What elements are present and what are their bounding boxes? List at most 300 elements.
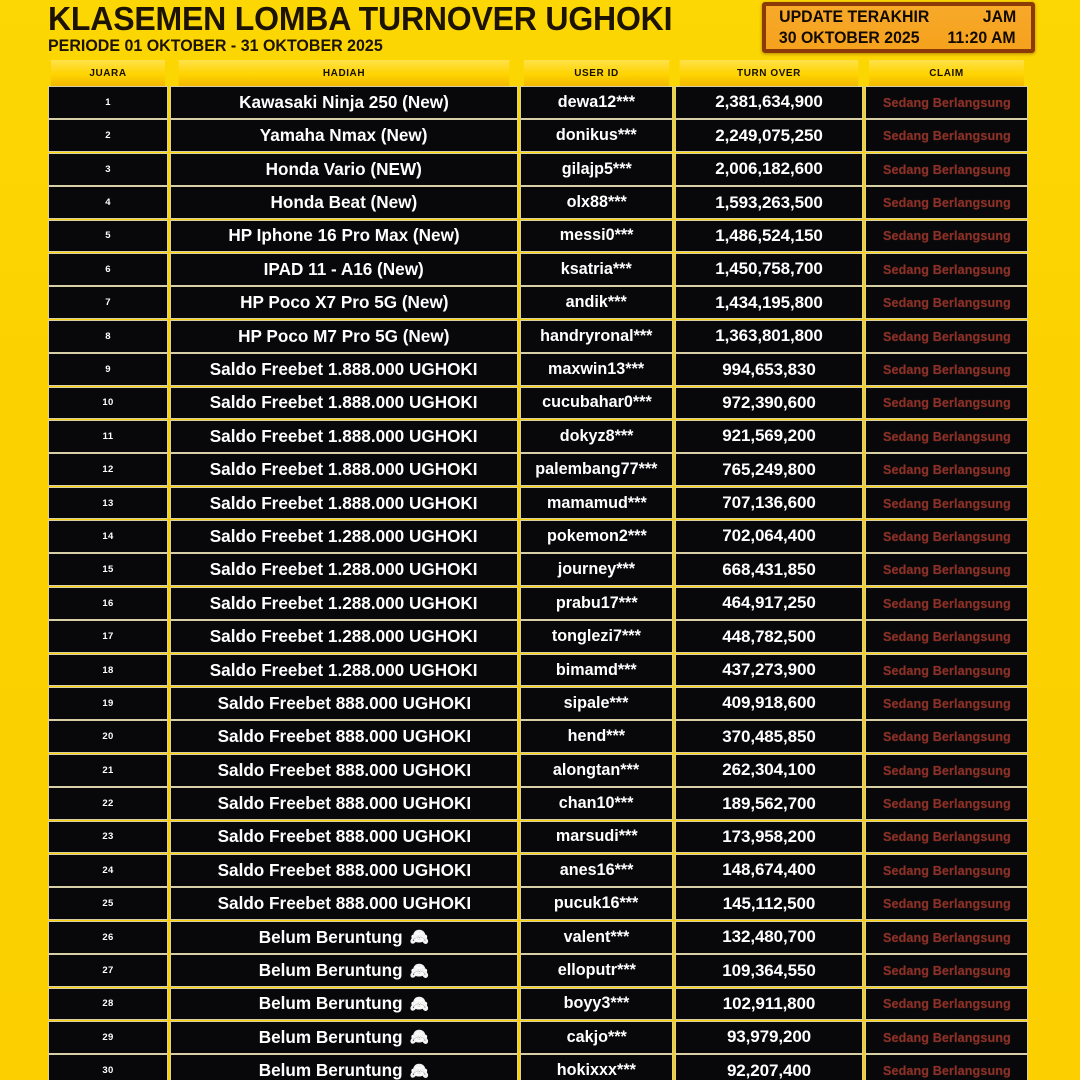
cell-rank xyxy=(48,86,168,119)
table-row xyxy=(48,921,1028,954)
table-row xyxy=(48,954,1028,987)
claim-status-badge[interactable]: Sedang Berlangsung xyxy=(882,528,1011,544)
cell-prize xyxy=(170,1054,518,1080)
cell-user xyxy=(520,520,673,553)
prize-value-wrap xyxy=(240,292,448,313)
prize-value-wrap xyxy=(260,125,428,146)
cell-claim xyxy=(865,320,1028,353)
cell-rank xyxy=(48,453,168,486)
cell-user xyxy=(520,186,673,219)
cell-claim xyxy=(865,453,1028,486)
prize-value-wrap xyxy=(217,793,471,814)
table-row xyxy=(48,253,1028,286)
rank-value: 29 xyxy=(102,1031,114,1043)
table-row xyxy=(48,186,1028,219)
claim-status-badge[interactable]: Sedang Berlangsung xyxy=(882,595,1011,611)
rank-value: 28 xyxy=(102,998,114,1010)
claim-status-badge[interactable]: Sedang Berlangsung xyxy=(882,1029,1011,1045)
user-id-value: mamamud*** xyxy=(546,493,647,512)
user-id-value: donikus*** xyxy=(556,126,637,145)
cell-user xyxy=(520,754,673,787)
user-id-value: maxwin13*** xyxy=(548,360,645,379)
claim-status-badge[interactable]: Sedang Berlangsung xyxy=(882,428,1011,444)
turnover-value: 972,390,600 xyxy=(722,392,816,412)
table-row xyxy=(48,787,1028,820)
turnover-value: 2,006,182,600 xyxy=(715,159,823,179)
turnover-value: 102,911,800 xyxy=(722,993,816,1013)
cell-claim xyxy=(865,988,1028,1021)
claim-status-badge[interactable]: Sedang Berlangsung xyxy=(882,896,1011,912)
prize-label: Saldo Freebet 1.888.000 UGHOKI xyxy=(210,425,478,446)
leaderboard-table xyxy=(48,60,1028,1080)
cell-rank xyxy=(48,487,168,520)
table-row xyxy=(48,988,1028,1021)
prize-value-wrap xyxy=(217,760,471,781)
cell-rank xyxy=(48,220,168,253)
prize-value-wrap xyxy=(264,259,424,280)
cell-user xyxy=(520,253,673,286)
rank-value: 16 xyxy=(102,597,114,609)
cell-user xyxy=(520,654,673,687)
claim-status-badge[interactable]: Sedang Berlangsung xyxy=(882,996,1011,1012)
cell-rank xyxy=(48,1021,168,1054)
cell-rank xyxy=(48,954,168,987)
cell-rank xyxy=(48,854,168,887)
cell-prize xyxy=(170,286,518,319)
turnover-value: 109,364,550 xyxy=(722,960,816,980)
prize-label: Saldo Freebet 888.000 UGHOKI xyxy=(217,859,471,880)
cell-user xyxy=(520,387,673,420)
claim-status-badge[interactable]: Sedang Berlangsung xyxy=(882,462,1011,478)
rank-value: 4 xyxy=(105,197,111,209)
claim-status-badge[interactable]: Sedang Berlangsung xyxy=(882,161,1011,177)
cell-turn xyxy=(675,320,863,353)
cell-claim xyxy=(865,119,1028,152)
cell-user xyxy=(520,320,673,353)
cell-claim xyxy=(865,153,1028,186)
prize-label: Saldo Freebet 1.288.000 UGHOKI xyxy=(210,592,478,613)
turnover-value: 145,112,500 xyxy=(722,893,816,913)
turnover-value: 132,480,700 xyxy=(722,927,816,947)
see-no-evil-monkey-icon: 🙈 xyxy=(409,1062,430,1080)
prize-label: Saldo Freebet 1.888.000 UGHOKI xyxy=(210,459,478,480)
prize-label: Saldo Freebet 1.888.000 UGHOKI xyxy=(210,392,478,413)
user-id-value: valent*** xyxy=(563,927,630,946)
claim-status-badge[interactable]: Sedang Berlangsung xyxy=(882,228,1011,244)
rank-value: 24 xyxy=(102,864,114,876)
user-id-value: dokyz8*** xyxy=(559,426,634,445)
cell-turn xyxy=(675,487,863,520)
cell-claim xyxy=(865,420,1028,453)
user-id-value: andik*** xyxy=(565,293,628,312)
see-no-evil-monkey-icon: 🙈 xyxy=(409,962,430,980)
claim-status-badge[interactable]: Sedang Berlangsung xyxy=(882,796,1011,812)
prize-label: Saldo Freebet 1.288.000 UGHOKI xyxy=(210,559,478,580)
rank-value: 10 xyxy=(102,397,114,409)
claim-status-badge[interactable]: Sedang Berlangsung xyxy=(882,963,1011,979)
cell-rank xyxy=(48,153,168,186)
prize-value-wrap xyxy=(210,426,478,447)
prize-value-wrap xyxy=(228,225,459,246)
cell-turn xyxy=(675,520,863,553)
table-body xyxy=(48,86,1028,1080)
cell-rank xyxy=(48,887,168,920)
cell-turn xyxy=(675,453,863,486)
cell-claim xyxy=(865,487,1028,520)
claim-status-badge[interactable]: Sedang Berlangsung xyxy=(882,662,1011,678)
rank-value: 25 xyxy=(102,898,114,910)
table-header-row xyxy=(48,60,1028,86)
see-no-evil-monkey-icon: 🙈 xyxy=(409,995,430,1013)
cell-user xyxy=(520,821,673,854)
cell-claim xyxy=(865,954,1028,987)
cell-user xyxy=(520,887,673,920)
rank-value: 5 xyxy=(105,230,111,242)
cell-turn xyxy=(675,220,863,253)
rank-value: 19 xyxy=(102,697,114,709)
claim-status-badge[interactable]: Sedang Berlangsung xyxy=(882,829,1011,845)
rank-value: 2 xyxy=(105,130,111,142)
claim-status-badge[interactable]: Sedang Berlangsung xyxy=(882,695,1011,711)
table-row xyxy=(48,453,1028,486)
table-row xyxy=(48,887,1028,920)
prize-value-wrap xyxy=(210,559,478,580)
prize-value-wrap xyxy=(238,326,449,347)
cell-rank xyxy=(48,687,168,720)
user-id-value: handryronal*** xyxy=(540,326,653,345)
turnover-value: 448,782,500 xyxy=(722,626,816,646)
prize-value-wrap xyxy=(217,726,471,747)
table-row xyxy=(48,220,1028,253)
cell-prize xyxy=(170,821,518,854)
claim-status-badge[interactable]: Sedang Berlangsung xyxy=(882,1063,1011,1079)
cell-user xyxy=(520,220,673,253)
cell-prize xyxy=(170,353,518,386)
cell-user xyxy=(520,1021,673,1054)
cell-rank xyxy=(48,387,168,420)
table-row xyxy=(48,720,1028,753)
user-id-value: marsudi*** xyxy=(555,827,638,846)
rank-value: 18 xyxy=(102,664,114,676)
turnover-value: 994,653,830 xyxy=(722,359,816,379)
cell-prize xyxy=(170,787,518,820)
cell-prize xyxy=(170,520,518,553)
cell-claim xyxy=(865,587,1028,620)
prize-label: Saldo Freebet 888.000 UGHOKI xyxy=(217,826,471,847)
claim-status-badge[interactable]: Sedang Berlangsung xyxy=(882,295,1011,311)
cell-prize xyxy=(170,654,518,687)
claim-status-badge[interactable]: Sedang Berlangsung xyxy=(882,729,1011,745)
cell-prize xyxy=(170,487,518,520)
rank-value: 21 xyxy=(102,764,114,776)
table-row xyxy=(48,286,1028,319)
rank-value: 3 xyxy=(105,163,111,175)
cell-prize xyxy=(170,220,518,253)
rank-value: 20 xyxy=(102,731,114,743)
cell-turn xyxy=(675,921,863,954)
prize-value-wrap xyxy=(210,626,478,647)
cell-turn xyxy=(675,119,863,152)
claim-status-badge[interactable]: Sedang Berlangsung xyxy=(882,929,1011,945)
cell-rank xyxy=(48,787,168,820)
cell-turn xyxy=(675,720,863,753)
prize-label: HP Poco M7 Pro 5G (New) xyxy=(238,325,450,346)
prize-value-wrap xyxy=(210,660,478,681)
cell-claim xyxy=(865,286,1028,319)
user-id-value: pucuk16*** xyxy=(554,894,639,913)
prize-label: Belum Beruntung xyxy=(258,926,403,947)
cell-user xyxy=(520,153,673,186)
cell-user xyxy=(520,787,673,820)
cell-prize xyxy=(170,453,518,486)
cell-claim xyxy=(865,1021,1028,1054)
turnover-value: 1,486,524,150 xyxy=(715,225,823,245)
cell-rank xyxy=(48,420,168,453)
rank-value: 9 xyxy=(105,364,111,376)
badge-date-value: 30 OKTOBER 2025 xyxy=(778,28,920,47)
badge-label-row xyxy=(776,7,1021,28)
cell-rank xyxy=(48,186,168,219)
cell-rank xyxy=(48,520,168,553)
cell-rank xyxy=(48,821,168,854)
last-update-badge xyxy=(762,2,1035,53)
prize-label: Kawasaki Ninja 250 (New) xyxy=(239,91,449,112)
cell-prize xyxy=(170,253,518,286)
badge-time-label: JAM xyxy=(982,7,1017,26)
cell-user xyxy=(520,353,673,386)
user-id-value: gilajp5*** xyxy=(561,159,632,178)
cell-claim xyxy=(865,787,1028,820)
cell-claim xyxy=(865,220,1028,253)
user-id-value: journey*** xyxy=(557,560,636,579)
prize-label: Belum Beruntung xyxy=(258,1026,403,1047)
cell-claim xyxy=(865,754,1028,787)
cell-claim xyxy=(865,353,1028,386)
cell-rank xyxy=(48,119,168,152)
cell-user xyxy=(520,487,673,520)
user-id-value: dewa12*** xyxy=(557,92,636,111)
cell-user xyxy=(520,687,673,720)
cell-rank xyxy=(48,553,168,586)
turnover-value: 765,249,800 xyxy=(722,459,816,479)
prize-label: Saldo Freebet 1.288.000 UGHOKI xyxy=(210,659,478,680)
prize-label: Honda Vario (NEW) xyxy=(265,158,423,179)
cell-user xyxy=(520,453,673,486)
cell-rank xyxy=(48,654,168,687)
rank-value: 11 xyxy=(102,430,114,442)
cell-prize xyxy=(170,153,518,186)
column-header-turn: TURN OVER xyxy=(680,60,859,86)
cell-turn xyxy=(675,420,863,453)
claim-status-badge[interactable]: Sedang Berlangsung xyxy=(882,328,1011,344)
claim-status-badge[interactable]: Sedang Berlangsung xyxy=(882,562,1011,578)
cell-turn xyxy=(675,186,863,219)
cell-claim xyxy=(865,387,1028,420)
user-id-value: ksatria*** xyxy=(560,259,633,278)
user-id-value: pokemon2*** xyxy=(546,526,647,545)
prize-value-wrap xyxy=(259,927,429,948)
cell-rank xyxy=(48,720,168,753)
cell-turn xyxy=(675,687,863,720)
table-row xyxy=(48,654,1028,687)
see-no-evil-monkey-icon: 🙈 xyxy=(409,929,430,947)
claim-status-badge[interactable]: Sedang Berlangsung xyxy=(882,495,1011,511)
cell-prize xyxy=(170,620,518,653)
prize-value-wrap xyxy=(217,826,471,847)
user-id-value: hend*** xyxy=(567,727,626,746)
cell-turn xyxy=(675,286,863,319)
turnover-value: 1,363,801,800 xyxy=(715,326,823,346)
prize-value-wrap xyxy=(217,893,471,914)
cell-claim xyxy=(865,821,1028,854)
turnover-value: 668,431,850 xyxy=(722,559,816,579)
cell-turn xyxy=(675,86,863,119)
cell-turn xyxy=(675,387,863,420)
turnover-value: 921,569,200 xyxy=(722,426,816,446)
prize-label: Saldo Freebet 1.888.000 UGHOKI xyxy=(210,492,478,513)
table-row xyxy=(48,821,1028,854)
page-subtitle: PERIODE 01 OKTOBER - 31 OKTOBER 2025 xyxy=(48,37,383,55)
cell-prize xyxy=(170,754,518,787)
cell-turn xyxy=(675,654,863,687)
prize-label: Saldo Freebet 888.000 UGHOKI xyxy=(217,759,471,780)
turnover-value: 707,136,600 xyxy=(722,493,816,513)
table-row xyxy=(48,754,1028,787)
prize-label: HP Iphone 16 Pro Max (New) xyxy=(228,225,460,246)
cell-turn xyxy=(675,153,863,186)
cell-user xyxy=(520,1054,673,1080)
claim-status-badge[interactable]: Sedang Berlangsung xyxy=(882,362,1011,378)
prize-value-wrap xyxy=(266,159,422,180)
rank-value: 23 xyxy=(102,831,114,843)
prize-value-wrap xyxy=(210,493,478,514)
cell-rank xyxy=(48,286,168,319)
user-id-value: cucubahar0*** xyxy=(541,393,652,412)
cell-user xyxy=(520,119,673,152)
cell-user xyxy=(520,587,673,620)
cell-claim xyxy=(865,854,1028,887)
cell-user xyxy=(520,620,673,653)
claim-status-badge[interactable]: Sedang Berlangsung xyxy=(882,862,1011,878)
table-row xyxy=(48,320,1028,353)
user-id-value: palembang77*** xyxy=(535,460,658,479)
cell-prize xyxy=(170,720,518,753)
claim-status-badge[interactable]: Sedang Berlangsung xyxy=(882,128,1011,144)
user-id-value: tonglezi7*** xyxy=(552,627,641,646)
cell-user xyxy=(520,553,673,586)
table-row xyxy=(48,420,1028,453)
table-row xyxy=(48,553,1028,586)
cell-rank xyxy=(48,587,168,620)
cell-user xyxy=(520,86,673,119)
claim-status-badge[interactable]: Sedang Berlangsung xyxy=(882,629,1011,645)
rank-value: 8 xyxy=(105,330,111,342)
claim-status-badge[interactable]: Sedang Berlangsung xyxy=(882,94,1011,110)
turnover-value: 262,304,100 xyxy=(722,760,816,780)
user-id-value: cakjo*** xyxy=(566,1027,627,1046)
cell-turn xyxy=(675,787,863,820)
prize-value-wrap xyxy=(239,92,449,113)
cell-prize xyxy=(170,553,518,586)
cell-prize xyxy=(170,687,518,720)
cell-user xyxy=(520,954,673,987)
turnover-value: 370,485,850 xyxy=(722,726,816,746)
prize-label: Saldo Freebet 1.888.000 UGHOKI xyxy=(210,359,478,380)
prize-label: Saldo Freebet 888.000 UGHOKI xyxy=(217,893,471,914)
cell-turn xyxy=(675,821,863,854)
cell-turn xyxy=(675,353,863,386)
cell-claim xyxy=(865,520,1028,553)
table-row xyxy=(48,153,1028,186)
prize-value-wrap xyxy=(259,1027,429,1048)
cell-rank xyxy=(48,353,168,386)
prize-label: Saldo Freebet 888.000 UGHOKI xyxy=(217,692,471,713)
cell-claim xyxy=(865,921,1028,954)
prize-label: HP Poco X7 Pro 5G (New) xyxy=(239,292,449,313)
claim-status-badge[interactable]: Sedang Berlangsung xyxy=(882,261,1011,277)
claim-status-badge[interactable]: Sedang Berlangsung xyxy=(882,195,1011,211)
cell-claim xyxy=(865,553,1028,586)
table-row xyxy=(48,487,1028,520)
cell-claim xyxy=(865,887,1028,920)
cell-turn xyxy=(675,587,863,620)
cell-turn xyxy=(675,854,863,887)
claim-status-badge[interactable]: Sedang Berlangsung xyxy=(882,395,1011,411)
see-no-evil-monkey-icon: 🙈 xyxy=(409,1029,430,1047)
badge-value-row xyxy=(776,28,1021,49)
cell-turn xyxy=(675,253,863,286)
user-id-value: sipale*** xyxy=(564,693,629,712)
cell-prize xyxy=(170,420,518,453)
cell-prize xyxy=(170,587,518,620)
turnover-value: 1,450,758,700 xyxy=(715,259,823,279)
user-id-value: elloputr*** xyxy=(557,961,636,980)
badge-time-value: 11:20 AM xyxy=(947,28,1016,47)
rank-value: 6 xyxy=(105,263,111,275)
cell-rank xyxy=(48,988,168,1021)
cell-rank xyxy=(48,921,168,954)
rank-value: 15 xyxy=(102,564,114,576)
cell-user xyxy=(520,720,673,753)
turnover-value: 2,249,075,250 xyxy=(715,125,823,145)
cell-user xyxy=(520,854,673,887)
cell-prize xyxy=(170,887,518,920)
table-row xyxy=(48,687,1028,720)
cell-claim xyxy=(865,654,1028,687)
prize-label: Saldo Freebet 888.000 UGHOKI xyxy=(217,726,471,747)
cell-claim xyxy=(865,253,1028,286)
cell-prize xyxy=(170,119,518,152)
rank-value: 14 xyxy=(102,530,114,542)
cell-turn xyxy=(675,954,863,987)
page-title: KLASEMEN LOMBA TURNOVER UGHOKI xyxy=(48,0,673,37)
user-id-value: boyy3*** xyxy=(563,994,630,1013)
prize-value-wrap xyxy=(217,860,471,881)
rank-value: 17 xyxy=(102,631,114,643)
prize-label: Belum Beruntung xyxy=(258,960,403,981)
turnover-value: 1,434,195,800 xyxy=(715,292,823,312)
cell-rank xyxy=(48,253,168,286)
claim-status-badge[interactable]: Sedang Berlangsung xyxy=(882,762,1011,778)
table-row xyxy=(48,353,1028,386)
prize-label: Belum Beruntung xyxy=(258,993,403,1014)
prize-value-wrap xyxy=(210,593,478,614)
rank-value: 7 xyxy=(105,297,111,309)
turnover-value: 464,917,250 xyxy=(722,593,816,613)
turnover-value: 173,958,200 xyxy=(722,826,816,846)
cell-turn xyxy=(675,754,863,787)
table-row xyxy=(48,119,1028,152)
